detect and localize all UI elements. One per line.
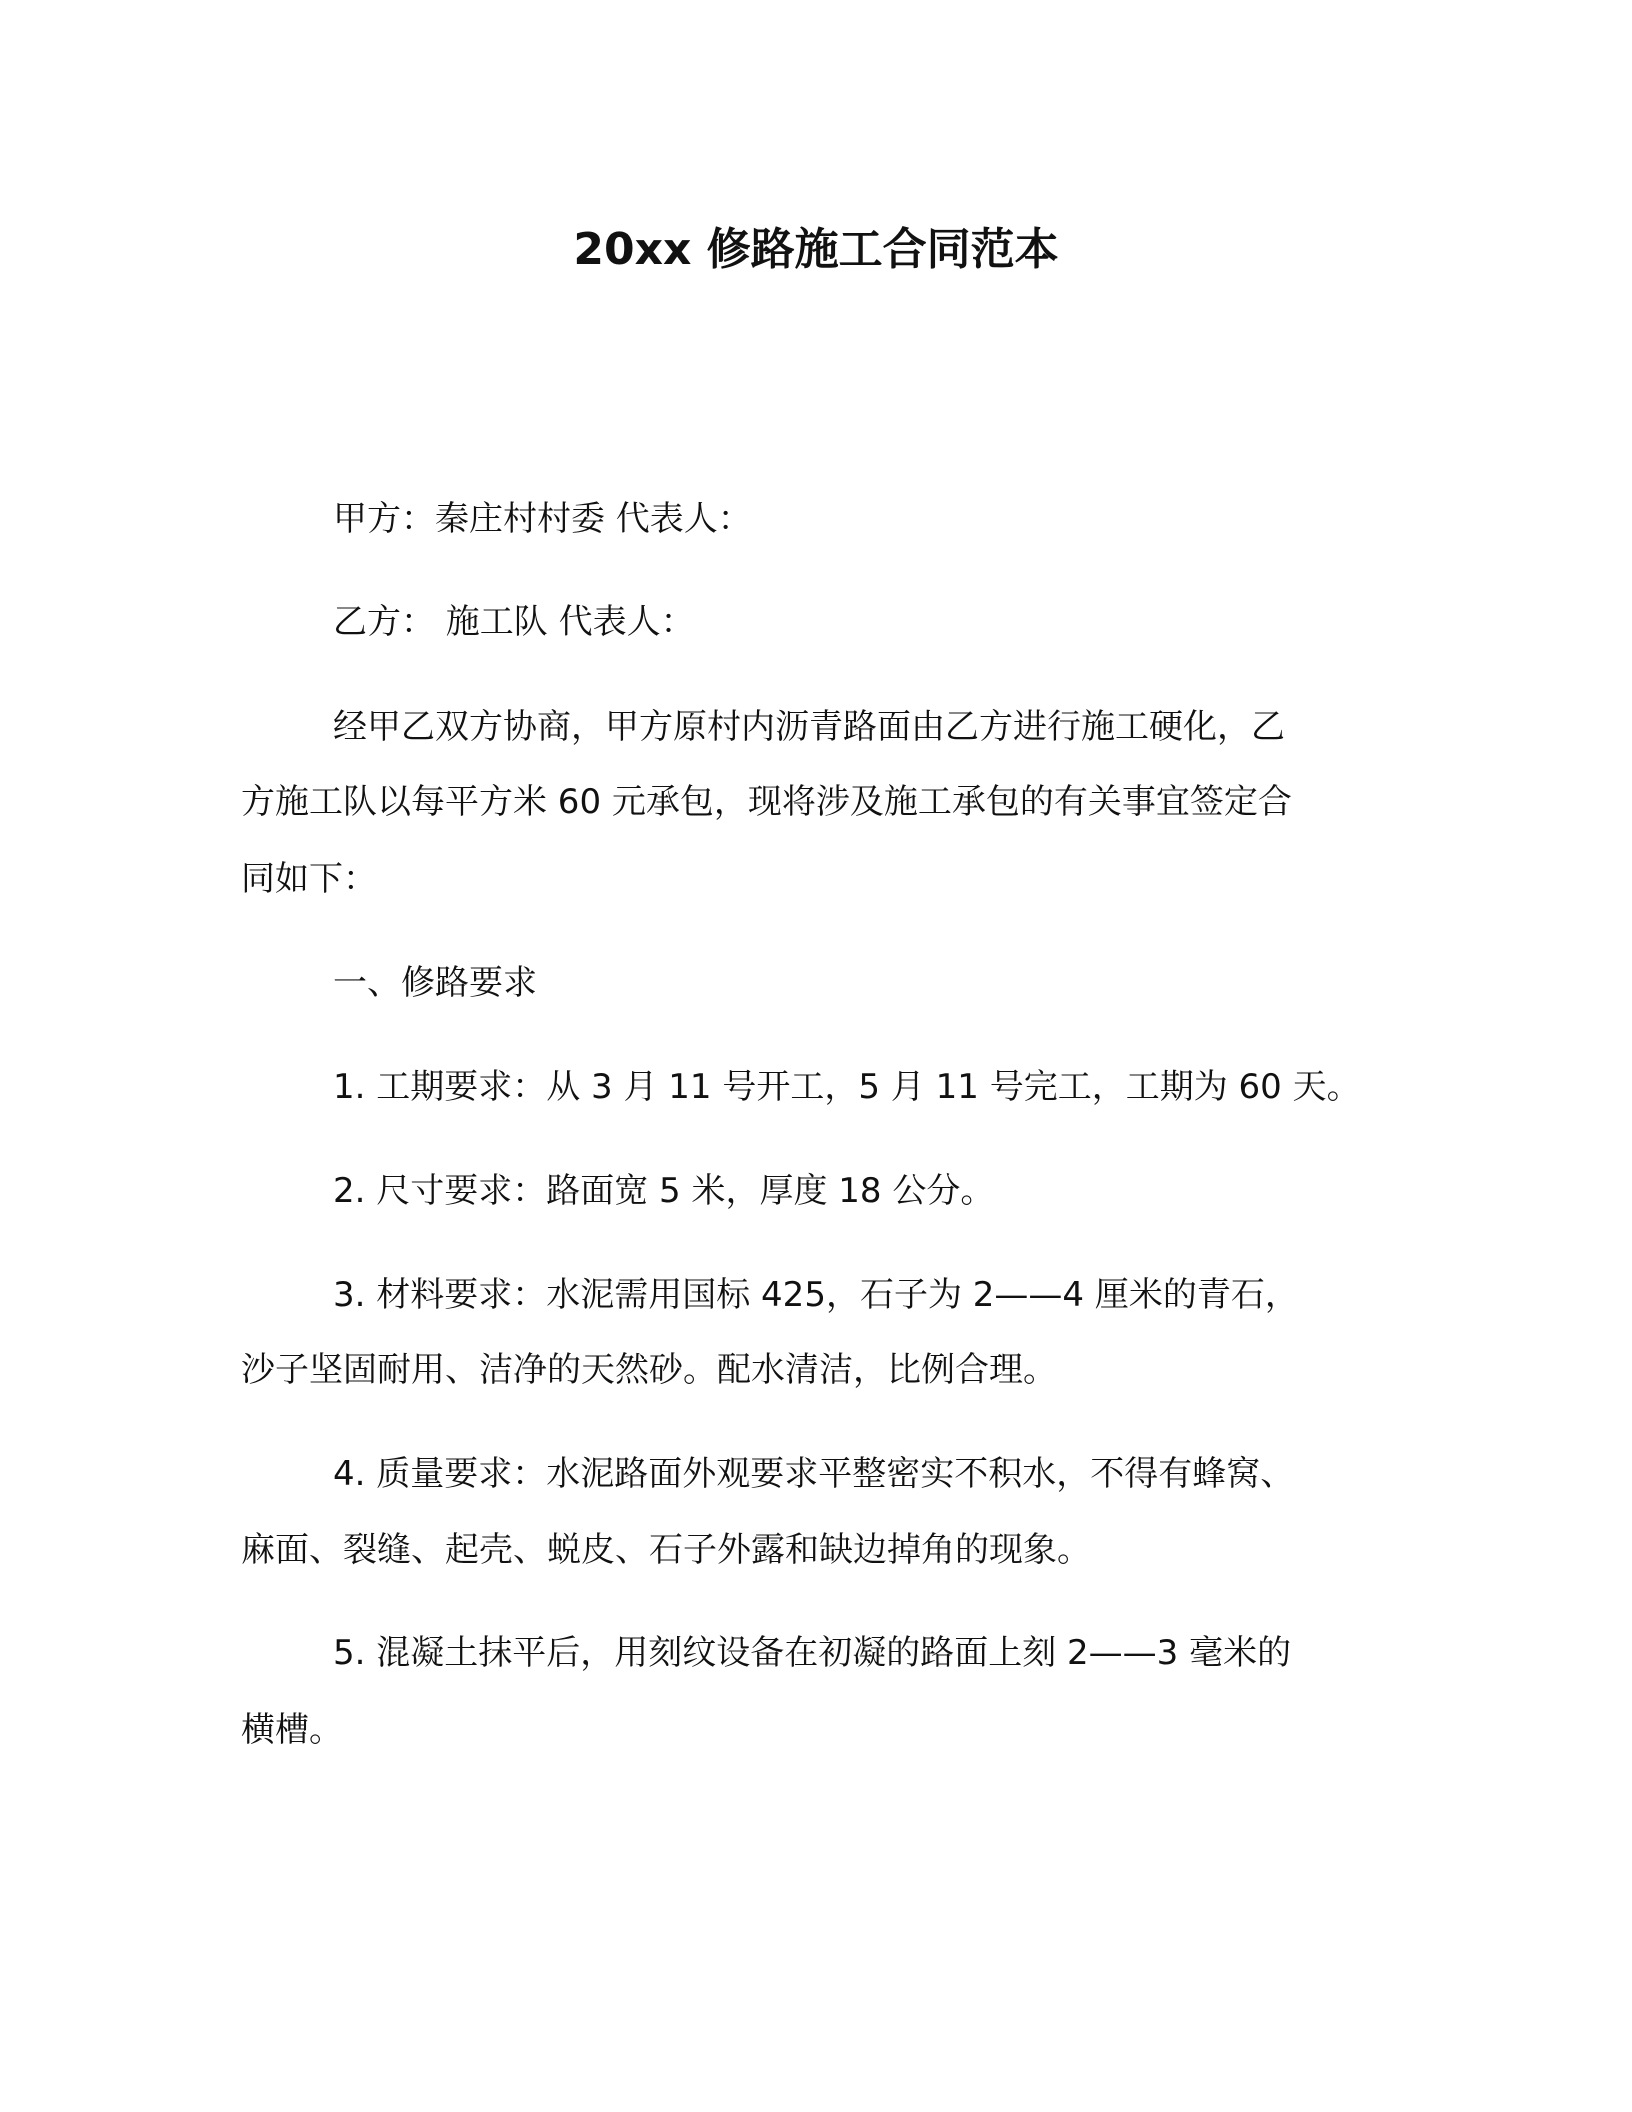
item-3-line-1: 3. 材料要求：水泥需用国标 425，石子为 2——4 厘米的青石， [333,1275,1299,1315]
item-3-line-2: 沙子坚固耐用、洁净的天然砂。配水清洁，比例合理。 [241,1350,1057,1390]
intro-line-2: 方施工队以每平方米 60 元承包，现将涉及施工承包的有关事宜签定合 [241,782,1292,822]
party-b-line: 乙方： 施工队 代表人： [333,602,695,642]
section-heading: 一、修路要求 [333,963,537,1003]
item-5-line-2: 横槽。 [241,1710,343,1750]
item-4-line-1: 4. 质量要求：水泥路面外观要求平整密实不积水，不得有蜂窝、 [333,1454,1295,1494]
document-title: 20xx 修路施工合同范本 [573,224,1059,275]
party-a-line: 甲方：秦庄村村委 代表人： [333,499,752,539]
intro-line-3: 同如下： [241,859,377,899]
item-2-line-1: 2. 尺寸要求：路面宽 5 米，厚度 18 公分。 [333,1171,995,1211]
intro-line-1: 经甲乙双方协商，甲方原村内沥青路面由乙方进行施工硬化，乙 [333,707,1285,747]
item-5-line-1: 5. 混凝土抹平后，用刻纹设备在初凝的路面上刻 2——3 毫米的 [333,1633,1292,1673]
item-4-line-2: 麻面、裂缝、起壳、蜕皮、石子外露和缺边掉角的现象。 [241,1530,1091,1570]
item-1-line-1: 1. 工期要求：从 3 月 11 号开工，5 月 11 号完工，工期为 60 天。 [333,1067,1361,1107]
